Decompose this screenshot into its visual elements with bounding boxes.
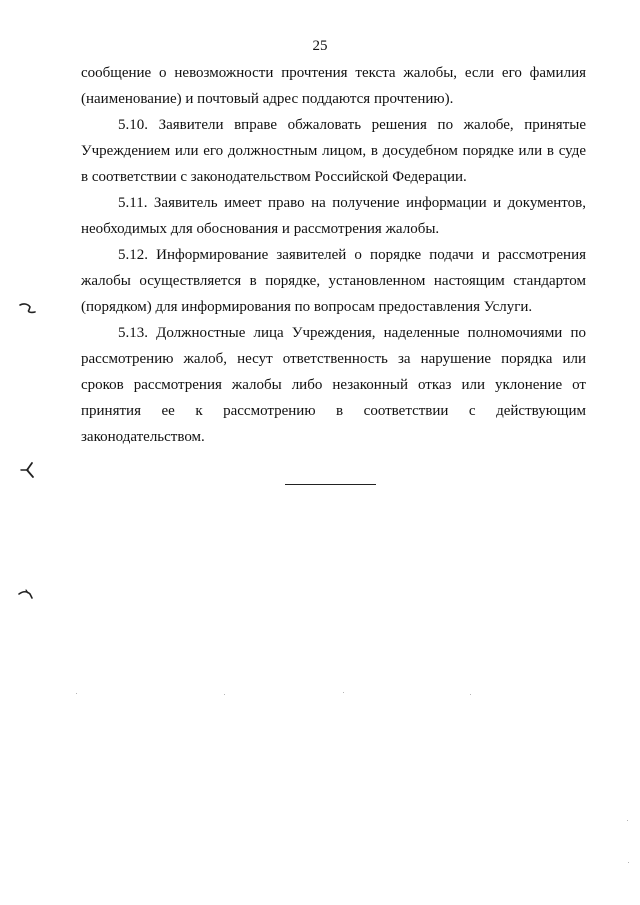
page-number: 25 — [312, 38, 328, 54]
scan-speck — [224, 694, 225, 695]
binder-hole-mark-icon — [18, 300, 40, 318]
paragraph-5-13: 5.13. Должностные лица Учреждения, наделенные полномочиями по рассмотрению жалоб, несут ответственность за нарушение порядка или сроков рассмотрения жалобы либо незаконный отказ или уклонение от принятия ее к рассмотрению в соответствии с действующим законодательством. — [81, 325, 586, 445]
scan-speck — [76, 693, 77, 694]
section-end-divider — [285, 484, 376, 485]
scan-speck — [343, 692, 344, 693]
binder-hole-mark-icon — [18, 461, 40, 479]
binder-hole-mark-icon — [16, 586, 38, 604]
scan-speck — [628, 862, 629, 863]
scan-speck — [470, 694, 471, 695]
paragraph-continuation: сообщение о невозможности прочтения текста жалобы, если его фамилия (наименование) и почтовый адрес поддаются прочтению). — [81, 65, 586, 107]
scan-speck — [627, 820, 628, 821]
paragraph-5-12: 5.12. Информирование заявителей о порядке подачи и рассмотрения жалобы осуществляется в порядке, установленном настоящим стандартом (порядком) для информирования по вопросам предоставления Услуги. — [81, 247, 586, 315]
paragraph-5-11: 5.11. Заявитель имеет право на получение информации и документов, необходимых для обоснования и рассмотрения жалобы. — [81, 195, 586, 237]
paragraph-5-10: 5.10. Заявители вправе обжаловать решения по жалобе, принятые Учреждением или его должностным лицом, в досудебном порядке или в суде в соответствии с законодательством Российской Федерации. — [81, 117, 586, 185]
document-body — [81, 60, 586, 450]
